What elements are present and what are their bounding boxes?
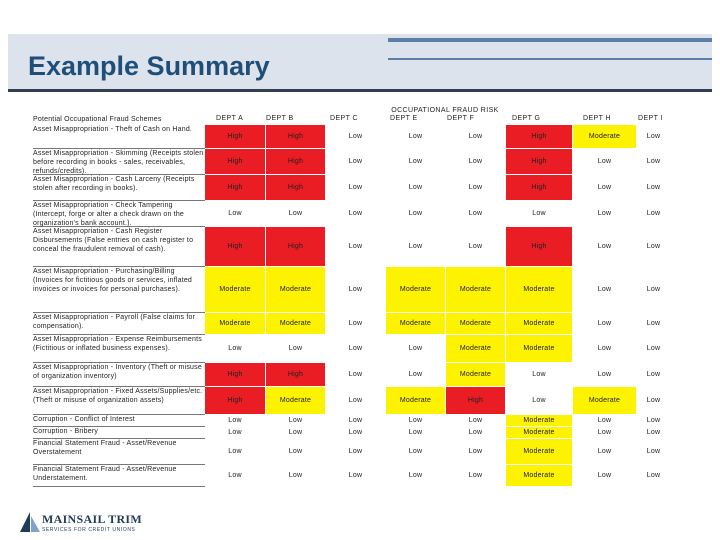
risk-cell: High (205, 387, 266, 415)
dept-header-3: DEPT C (330, 115, 358, 122)
risk-cell: Low (637, 175, 671, 201)
risk-cell: Moderate (205, 313, 266, 335)
scheme-label: Asset Misappropriation - Expense Reimbursements (Fictitious or inflated business expenses). (33, 335, 205, 363)
scheme-label: Asset Misappropriation - Check Tampering (Intercept, forge or alter a check drawn on the organization's bank account.). (33, 201, 205, 227)
risk-cell: Low (326, 267, 386, 313)
risk-cell: Low (573, 175, 637, 201)
scheme-label: Financial Statement Fraud - Asset/Revenue Overstatement (33, 439, 205, 465)
risk-cell: High (506, 227, 573, 267)
risk-cell: Low (637, 201, 671, 227)
risk-cell: Low (326, 439, 386, 465)
risk-cell: Low (326, 227, 386, 267)
risk-cell: Moderate (446, 313, 506, 335)
scheme-label: Asset Misappropriation - Skimming (Receipts stolen before recording in books - sales, receivables, refunds/credits). (33, 150, 204, 175)
risk-cell: High (446, 387, 506, 415)
risk-cell: Low (573, 465, 637, 487)
risk-cell: Low (205, 335, 266, 363)
risk-cell: Low (573, 313, 637, 335)
scheme-label: Financial Statement Fraud - Asset/Revenue Understatement. (33, 465, 205, 487)
risk-cell: High (205, 149, 266, 175)
dept-header-5: DEPT F (447, 115, 475, 122)
risk-cell: Low (205, 415, 266, 427)
risk-cell: Low (386, 415, 446, 427)
table-row (33, 201, 671, 227)
risk-cell: Low (386, 125, 446, 149)
risk-cell: Low (326, 465, 386, 487)
risk-cell: High (506, 149, 573, 175)
table-row (33, 363, 671, 387)
risk-cell: Low (326, 175, 386, 201)
risk-cell: Low (506, 387, 573, 415)
risk-cell: Moderate (506, 415, 573, 427)
risk-cell: Moderate (446, 335, 506, 363)
risk-cell: Low (637, 227, 671, 267)
risk-cell: Low (386, 149, 446, 175)
scheme-label: Corruption - Bribery (33, 427, 205, 439)
dept-header-4: DEPT E (390, 115, 418, 122)
risk-cell: High (205, 175, 266, 201)
dept-header-1: DEPT A (216, 115, 244, 122)
table-row (33, 149, 671, 175)
risk-cell: Low (637, 415, 671, 427)
risk-cell: High (205, 227, 266, 267)
risk-cell: Low (506, 201, 573, 227)
risk-cell: Low (386, 227, 446, 267)
risk-cell: Low (637, 125, 671, 149)
scheme-column-header: Potential Occupational Fraud Schemes (33, 116, 162, 123)
risk-cell: High (506, 175, 573, 201)
risk-cell: High (266, 125, 326, 149)
risk-cell: Low (573, 439, 637, 465)
risk-cell: Low (637, 149, 671, 175)
department-header-row (0, 115, 720, 125)
risk-cell: Moderate (446, 267, 506, 313)
risk-cell: Moderate (266, 313, 326, 335)
risk-cell: Low (326, 427, 386, 439)
risk-cell: Low (326, 387, 386, 415)
risk-cell: Low (637, 427, 671, 439)
risk-cell: Low (266, 201, 326, 227)
risk-cell: Low (386, 427, 446, 439)
risk-cell: High (266, 149, 326, 175)
risk-cell: Moderate (386, 313, 446, 335)
risk-cell: Low (637, 267, 671, 313)
table-row (33, 227, 671, 267)
risk-cell: Low (637, 439, 671, 465)
risk-cell: Low (446, 465, 506, 487)
table-row (33, 465, 671, 487)
risk-cell: Low (386, 201, 446, 227)
scheme-label: Asset Misappropriation - Inventory (Theft or misuse of organization inventory) (33, 363, 205, 387)
risk-cell: Low (573, 149, 637, 175)
risk-cell: Low (573, 335, 637, 363)
risk-cell: Low (573, 363, 637, 387)
risk-cell: Low (266, 427, 326, 439)
risk-cell: Low (326, 313, 386, 335)
risk-cell: Low (326, 335, 386, 363)
table-row (33, 415, 671, 427)
scheme-label: Asset Misappropriation - Payroll (False claims for compensation). (33, 313, 205, 335)
risk-cell: Low (637, 387, 671, 415)
risk-cell: High (506, 125, 573, 149)
scheme-label: Asset Misappropriation - Purchasing/Billing (Invoices for fictitious goods or services, inflated invoices or invoices for personal purchases). (33, 267, 205, 313)
risk-cell: High (266, 227, 326, 267)
risk-cell: Low (266, 439, 326, 465)
risk-cell: Low (266, 465, 326, 487)
risk-cell: High (266, 363, 326, 387)
table-row (33, 387, 671, 415)
risk-cell: Low (326, 363, 386, 387)
risk-cell: Low (637, 363, 671, 387)
sail-icon (20, 512, 30, 532)
risk-cell: Low (446, 201, 506, 227)
risk-cell: Moderate (573, 125, 637, 149)
table-row (33, 427, 671, 439)
risk-cell: Moderate (386, 267, 446, 313)
risk-cell: Low (446, 125, 506, 149)
risk-cell: Moderate (506, 335, 573, 363)
risk-cell: Low (205, 439, 266, 465)
risk-cell: Low (386, 175, 446, 201)
risk-cell: Moderate (506, 313, 573, 335)
risk-cell: Low (446, 149, 506, 175)
risk-cell: Low (326, 149, 386, 175)
risk-super-header: OCCUPATIONAL FRAUD RISK (391, 107, 499, 114)
risk-cell: Low (637, 465, 671, 487)
table-row (33, 313, 671, 335)
risk-cell: Low (506, 363, 573, 387)
risk-cell: Low (637, 313, 671, 335)
scheme-label: Asset Misappropriation - Cash Larceny (Receipts stolen after recording in books). (33, 175, 205, 201)
risk-cell: Low (573, 427, 637, 439)
dept-header-8: DEPT I (638, 115, 663, 122)
risk-cell: Low (446, 415, 506, 427)
risk-cell: Moderate (446, 363, 506, 387)
risk-cell: Low (266, 335, 326, 363)
risk-cell: Low (386, 363, 446, 387)
risk-cell: High (205, 363, 266, 387)
risk-cell: Low (266, 415, 326, 427)
title-accent-bars (388, 38, 712, 60)
risk-table (33, 125, 671, 487)
dept-header-6: DEPT G (512, 115, 541, 122)
risk-cell: Low (637, 335, 671, 363)
risk-cell: Moderate (506, 267, 573, 313)
risk-cell: Moderate (266, 267, 326, 313)
risk-cell: Moderate (205, 267, 266, 313)
risk-cell: Low (386, 335, 446, 363)
logo-text: MAINSAIL TRIM (42, 512, 143, 526)
risk-cell: Moderate (386, 387, 446, 415)
risk-cell: Low (446, 439, 506, 465)
risk-cell: Low (205, 201, 266, 227)
scheme-label: Asset Misappropriation - Cash Register Disbursements (False entries on cash register to conceal the fraudulent removal of cash). (33, 227, 205, 267)
table-row (33, 125, 671, 149)
risk-cell: Moderate (506, 465, 573, 487)
page-title: Example Summary (28, 51, 270, 81)
risk-cell: Low (326, 125, 386, 149)
risk-cell: High (266, 175, 326, 201)
risk-cell: Low (573, 267, 637, 313)
table-row (33, 267, 671, 313)
scheme-label: Corruption - Conflict of Interest (33, 415, 205, 427)
risk-cell: Low (326, 201, 386, 227)
title-underline (8, 89, 712, 92)
risk-cell: Low (573, 201, 637, 227)
risk-cell: Low (386, 465, 446, 487)
risk-cell: Low (446, 427, 506, 439)
risk-cell: Moderate (266, 387, 326, 415)
risk-cell: High (205, 125, 266, 149)
risk-cell: Moderate (506, 427, 573, 439)
table-row (33, 335, 671, 363)
logo-tagline: SERVICES FOR CREDIT UNIONS (42, 527, 136, 533)
risk-cell: Low (386, 439, 446, 465)
table-row (33, 175, 671, 201)
risk-cell: Low (573, 227, 637, 267)
risk-cell: Moderate (506, 439, 573, 465)
risk-cell: Low (205, 427, 266, 439)
risk-cell: Low (573, 415, 637, 427)
risk-cell: Low (326, 415, 386, 427)
risk-cell: Low (205, 465, 266, 487)
dept-header-2: DEPT B (266, 115, 294, 122)
scheme-label: Asset Misappropriation - Theft of Cash on Hand. (33, 125, 205, 149)
risk-cell: Low (446, 175, 506, 201)
risk-cell: Moderate (573, 387, 637, 415)
table-row (33, 439, 671, 465)
risk-cell: Low (446, 227, 506, 267)
scheme-label: Asset Misappropriation - Fixed Assets/Supplies/etc. (Theft or misuse of organization assets) (33, 387, 205, 415)
dept-header-7: DEPT H (583, 115, 611, 122)
